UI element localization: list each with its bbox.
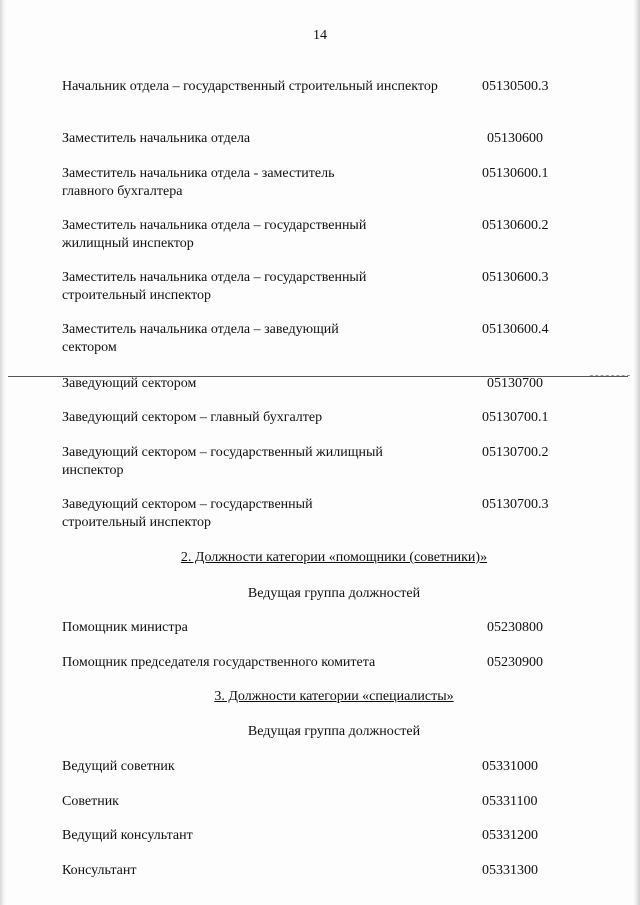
position-title: Советник [62, 794, 119, 809]
scan-edge-left [0, 0, 6, 905]
position-title: Ведущий консультант [62, 828, 193, 843]
position-code: 05331300 [482, 863, 538, 878]
position-title: Помощник председателя государственного комитета [62, 655, 376, 670]
position-title: Начальник отдела – государственный строительный инспектор [62, 79, 438, 94]
page-number: 14 [313, 28, 327, 43]
position-title: Заведующий сектором – главный бухгалтер [62, 410, 323, 425]
position-row [62, 78, 562, 96]
position-code: 05130700.3 [482, 497, 549, 512]
position-code: 05130700.1 [482, 410, 549, 425]
position-title: Заместитель начальника отдела – государственный жилищный инспектор [62, 218, 367, 251]
position-code: 05130700 [487, 376, 543, 391]
position-row [62, 496, 562, 532]
position-row [62, 758, 562, 776]
position-code: 05130600.1 [482, 166, 549, 181]
position-code: 05130600.3 [482, 270, 549, 285]
position-title: Помощник министра [62, 620, 188, 635]
group-heading-leading: Ведущая группа должностей [247, 724, 421, 739]
position-title: Заместитель начальника отдела – заведующий сектором [62, 322, 339, 355]
position-row [62, 862, 562, 880]
position-title: Заведующий сектором [62, 376, 197, 391]
position-title: Заведующий сектором – государственный строительный инспектор [62, 497, 313, 530]
position-code: 05130600 [487, 131, 543, 146]
position-row [62, 375, 562, 393]
position-row [62, 165, 562, 201]
position-row [62, 654, 562, 672]
position-row [62, 444, 562, 480]
position-code: 05230800 [487, 620, 543, 635]
position-title: Консультант [62, 863, 137, 878]
position-title: Ведущий советник [62, 759, 175, 774]
scan-divider-tail [590, 375, 630, 376]
position-title: Заведующий сектором – государственный жилищный инспектор [62, 445, 383, 478]
position-row [62, 619, 562, 637]
section-heading-assistants: 2. Должности категории «помощники (советники)» [180, 550, 488, 565]
position-row [62, 827, 562, 845]
position-code: 05130600.4 [482, 322, 549, 337]
position-code: 05230900 [487, 655, 543, 670]
position-title: Заместитель начальника отдела - заместитель главного бухгалтера [62, 166, 335, 199]
position-code: 05331000 [482, 759, 538, 774]
position-row [62, 130, 562, 148]
position-title: Заместитель начальника отдела – государственный строительный инспектор [62, 270, 367, 303]
scan-edge-right [633, 0, 640, 905]
position-code: 05331200 [482, 828, 538, 843]
section-heading-specialists: 3. Должности категории «специалисты» [214, 689, 454, 704]
position-row [62, 409, 562, 427]
position-code: 05130500.3 [482, 79, 549, 94]
position-code: 05130600.2 [482, 218, 549, 233]
position-row [62, 321, 562, 357]
position-row [62, 217, 562, 253]
group-heading-leading: Ведущая группа должностей [247, 586, 421, 601]
position-code: 05130700.2 [482, 445, 549, 460]
position-row [62, 269, 562, 305]
position-code: 05331100 [482, 794, 538, 809]
position-row [62, 793, 562, 811]
position-title: Заместитель начальника отдела [62, 131, 251, 146]
